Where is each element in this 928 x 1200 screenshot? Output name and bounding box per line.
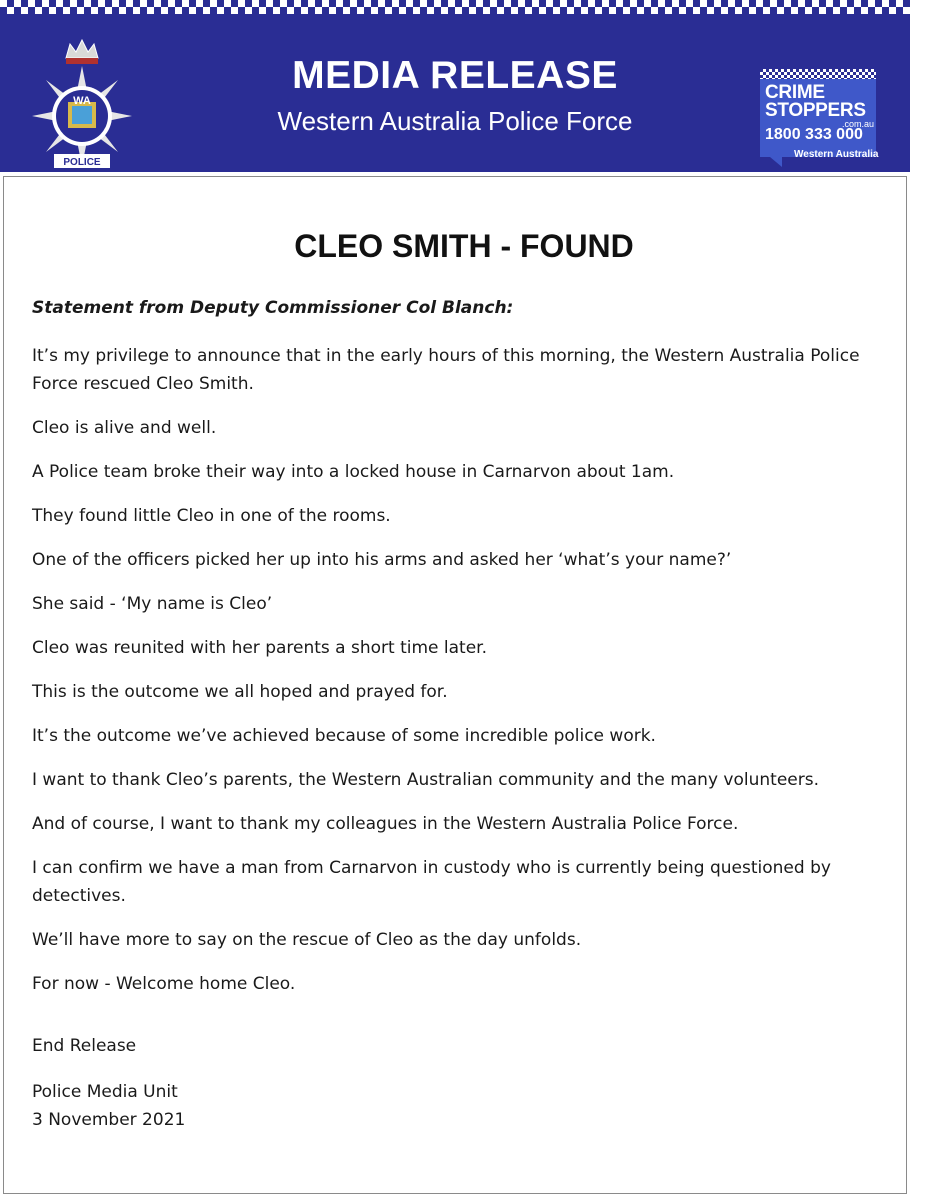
paragraph: This is the outcome we all hoped and prayed for. [32,682,448,702]
crime-stoppers-region: Western Australia [794,149,879,160]
crime-stoppers-line1: CRIME [765,82,825,103]
crime-stoppers-phone: 1800 333 000 [765,126,863,143]
paragraph: It’s my privilege to announce that in the early hours of this morning, the Western Australia Police Force rescued Cleo Smith. [32,346,860,394]
paragraph: I want to thank Cleo’s parents, the Western Australian community and the many volunteers. [32,770,819,790]
paragraph: And of course, I want to thank my colleagues in the Western Australia Police Force. [32,814,739,834]
checkered-border-strip [0,0,910,14]
paragraph: For now - Welcome home Cleo. [32,974,296,994]
wa-police-crest-icon [30,36,134,170]
crest-wa-text: WA [73,95,91,107]
crime-stoppers-line2: STOPPERS [765,100,866,121]
paragraph: A Police team broke their way into a locked house in Carnarvon about 1am. [32,462,675,482]
paragraph: We’ll have more to say on the rescue of Cleo as the day unfolds. [32,930,582,950]
banner-subtitle: Western Australia Police Force [277,106,633,136]
crime-stoppers-speech-tail [770,157,782,167]
document-title: CLEO SMITH - FOUND [294,228,634,264]
paragraph: She said - ‘My name is Cleo’ [32,594,273,614]
banner-title: MEDIA RELEASE [292,54,618,97]
crime-stoppers-checker [760,69,876,79]
crime-stoppers-domain: .com.au [841,119,874,129]
paragraph: I can confirm we have a man from Carnarvon in custody who is currently being questioned by detectives. [32,858,831,906]
paragraph: One of the officers picked her up into his arms and asked her ‘what’s your name?’ [32,550,732,570]
paragraph: They found little Cleo in one of the rooms. [32,506,391,526]
statement-heading: Statement from Deputy Commissioner Col Blanch: [32,298,514,318]
crime-stoppers-logo [760,69,880,165]
release-date: 3 November 2021 [32,1110,186,1130]
paragraph: It’s the outcome we’ve achieved because of some incredible police work. [32,726,656,746]
end-release: End Release [32,1036,137,1056]
media-unit: Police Media Unit [32,1082,178,1102]
document-body [32,294,892,1134]
media-release-banner [0,14,910,172]
paragraph: Cleo is alive and well. [32,418,217,438]
crest-police-text: POLICE [63,157,101,168]
paragraph: Cleo was reunited with her parents a short time later. [32,638,488,658]
